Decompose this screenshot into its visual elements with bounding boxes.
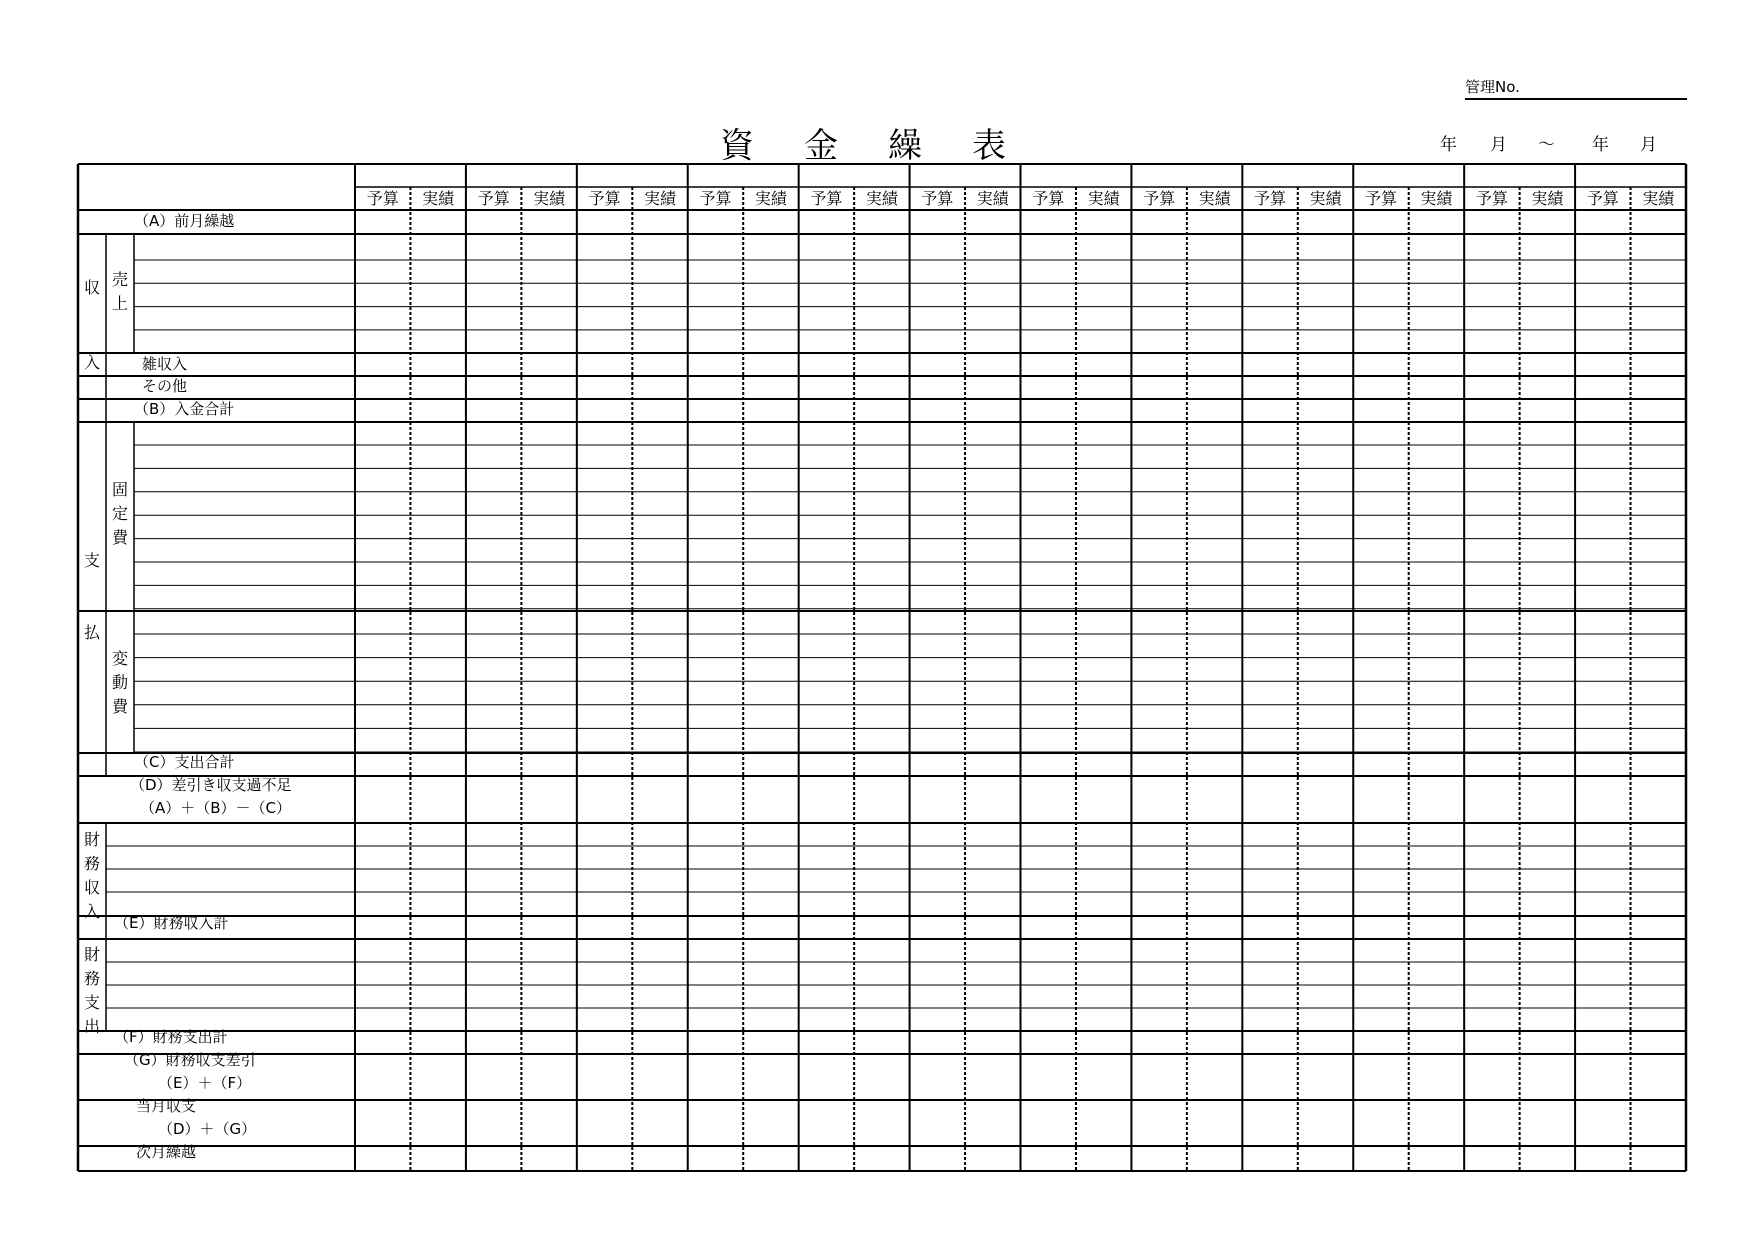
- group-label-variable-cost: 変 動 費: [111, 649, 128, 716]
- budget-header: 予算: [1032, 189, 1065, 208]
- actual-header: 実績: [754, 189, 787, 208]
- period-year-start: 年: [1440, 135, 1457, 155]
- title-char: 表: [972, 126, 1006, 166]
- row-label-balance: （D）差引き収支過不足: [130, 776, 292, 794]
- actual-header: 実績: [1087, 189, 1120, 208]
- budget-header: 予算: [1364, 189, 1397, 208]
- actual-header: 実績: [1642, 189, 1675, 208]
- budget-header: 予算: [699, 189, 732, 208]
- row-label-fin-income-total: （E）財務収入計: [114, 914, 229, 932]
- actual-header: 実績: [1531, 189, 1564, 208]
- group-label-sales: 売 上: [111, 270, 128, 313]
- budget-header: 予算: [477, 189, 510, 208]
- budget-header: 予算: [1586, 189, 1619, 208]
- budget-header: 予算: [1143, 189, 1176, 208]
- group-label-payment: 支: [83, 551, 100, 570]
- group-label-fin-expense: 財 務 支 出: [83, 945, 100, 1036]
- row-label-next-carry: 次月繰越: [136, 1143, 197, 1161]
- title-char: 資: [720, 126, 754, 166]
- group-label-fin-income: 財 務 収 入: [83, 830, 100, 921]
- row-label-fin-balance: （G）財務収支差引: [124, 1051, 256, 1069]
- actual-header: 実績: [1309, 189, 1342, 208]
- period-month-start: 月: [1490, 135, 1507, 155]
- budget-header: 予算: [1475, 189, 1508, 208]
- title-char: 金: [804, 126, 838, 166]
- budget-header: 予算: [366, 189, 399, 208]
- budget-header: 予算: [810, 189, 843, 208]
- budget-header: 予算: [588, 189, 621, 208]
- row-label-fin-expense-total: （F）財務支出計: [114, 1028, 228, 1046]
- actual-header: 実績: [1420, 189, 1453, 208]
- row-label-month-balance-formula: （D）＋（G）: [158, 1120, 257, 1138]
- title-char: 繰: [888, 126, 922, 166]
- period-tilde: ～: [1538, 135, 1555, 155]
- actual-header: 実績: [976, 189, 1009, 208]
- group-label-payment: 払: [83, 623, 100, 642]
- period-year-end: 年: [1592, 135, 1609, 155]
- actual-header: 実績: [1198, 189, 1231, 208]
- actual-header: 実績: [533, 189, 566, 208]
- row-label-misc-income: 雑収入: [142, 355, 188, 373]
- actual-header: 実績: [865, 189, 898, 208]
- row-label-total-payment: （C）支出合計: [134, 753, 235, 771]
- budget-header: 予算: [921, 189, 954, 208]
- row-label-balance-formula: （A）＋（B）－（C）: [140, 799, 292, 817]
- actual-header: 実績: [422, 189, 455, 208]
- group-label-fixed-cost: 固 定 費: [111, 480, 128, 547]
- row-label-other: その他: [142, 377, 188, 395]
- management-number-label: 管理No.: [1465, 78, 1520, 96]
- row-label-month-balance: 当月収支: [136, 1097, 197, 1115]
- row-label-total-income: （B）入金合計: [134, 400, 235, 418]
- group-label-income: 収: [83, 278, 100, 297]
- budget-header: 予算: [1254, 189, 1287, 208]
- group-label-income: 入: [83, 353, 100, 372]
- row-label-prev-carry: （A）前月繰越: [134, 212, 235, 230]
- row-label-fin-balance-formula: （E）＋（F）: [158, 1074, 252, 1092]
- period-month-end: 月: [1640, 135, 1657, 155]
- actual-header: 実績: [644, 189, 677, 208]
